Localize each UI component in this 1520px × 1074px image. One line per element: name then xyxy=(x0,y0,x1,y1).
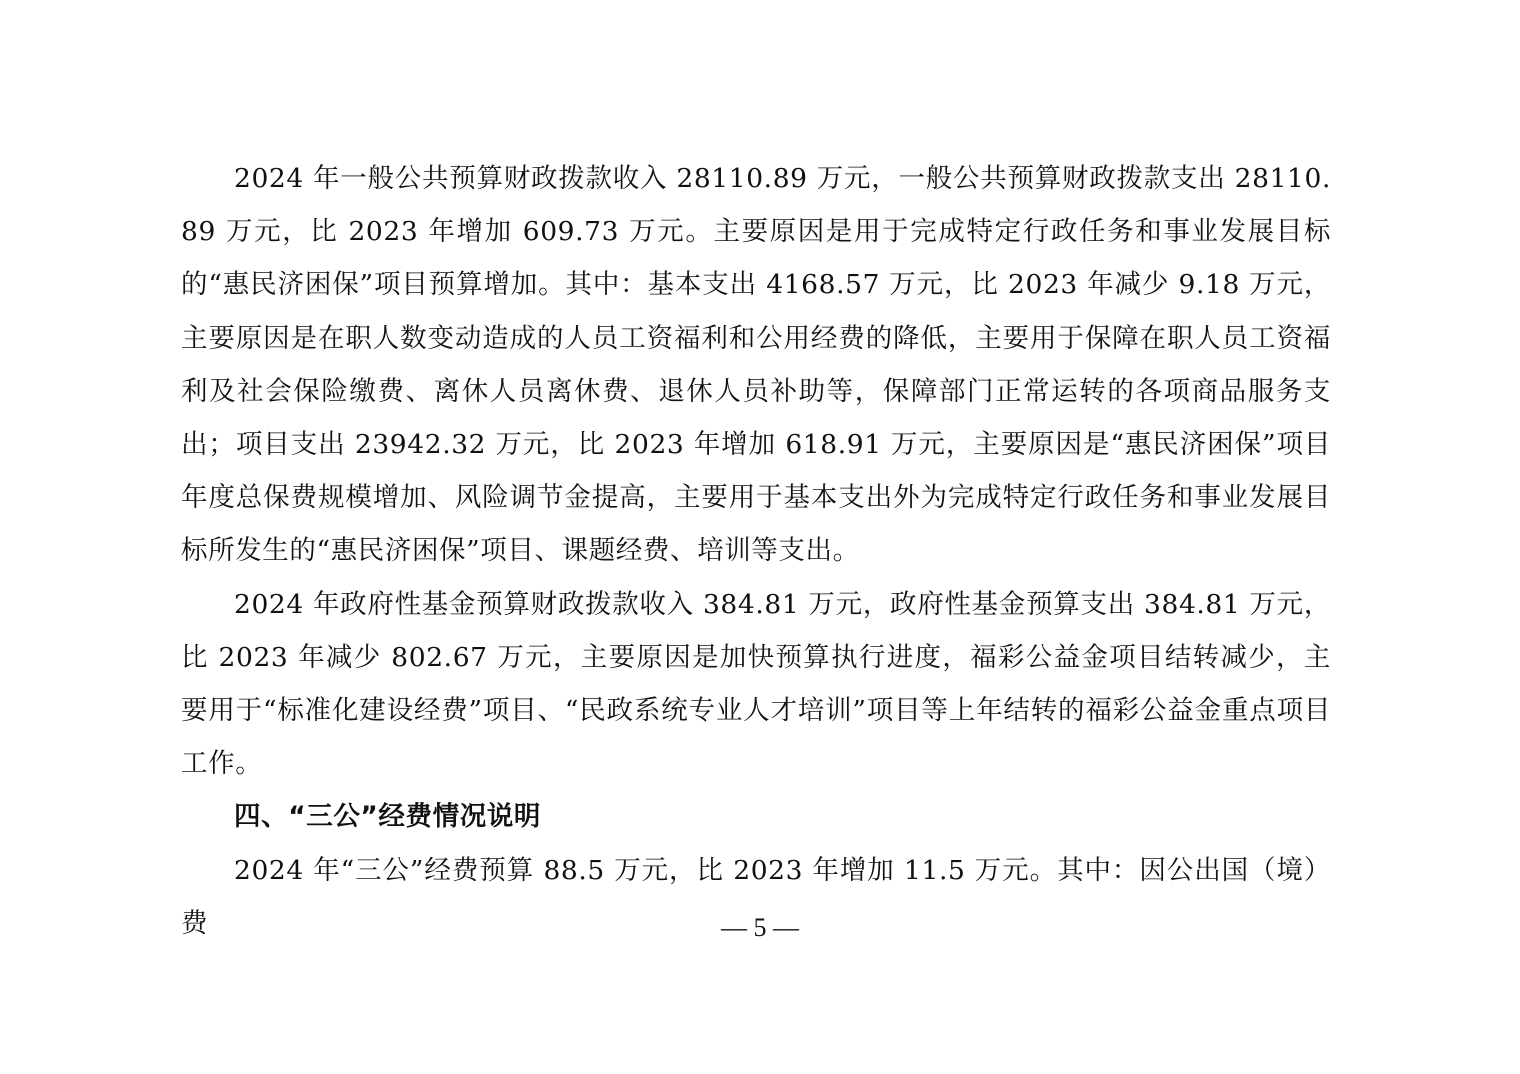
document-body xyxy=(181,152,1331,950)
paragraph-general-budget: 2024 年一般公共预算财政拨款收入 28110.89 万元，一般公共预算财政拨款支出 28110.89 万元，比 2023 年增加 609.73 万元。主要原因是用于完成特定行政任务和事业发展目标的“惠民济困保”项目预算增加。其中：基本支出 4168.57 万元，比 2023 年减少 9.18 万元，主要原因是在职人数变动造成的人员工资福利和公用经费的降低，主要用于保障在职人员工资福利及社会保险缴费、离休人员离休费、退休人员补助等，保障部门正常运转的各项商品服务支出；项目支出 23942.32 万元，比 2023 年增加 618.91 万元，主要原因是“惠民济困保”项目年度总保费规模增加、风险调节金提高，主要用于基本支出外为完成特定行政任务和事业发展目标所发生的“惠民济困保”项目、课题经费、培训等支出。 xyxy=(181,163,1331,567)
paragraph-three-public: 2024 年“三公”经费预算 88.5 万元，比 2023 年增加 11.5 万元。其中：因公出国（境）费 xyxy=(181,854,1331,939)
page-number: — 5 — xyxy=(721,913,799,942)
section-heading: 四、“三公”经费情况说明 xyxy=(234,801,542,833)
paragraph-government-fund: 2024 年政府性基金预算财政拨款收入 384.81 万元，政府性基金预算支出 384.81 万元，比 2023 年减少 802.67 万元，主要原因是加快预算执行进度，福彩公益金项目结转减少，主要用于“标准化建设经费”项目、“民政系统专业人才培训”项目等上年结转的福彩公益金重点项目工作。 xyxy=(181,588,1331,780)
